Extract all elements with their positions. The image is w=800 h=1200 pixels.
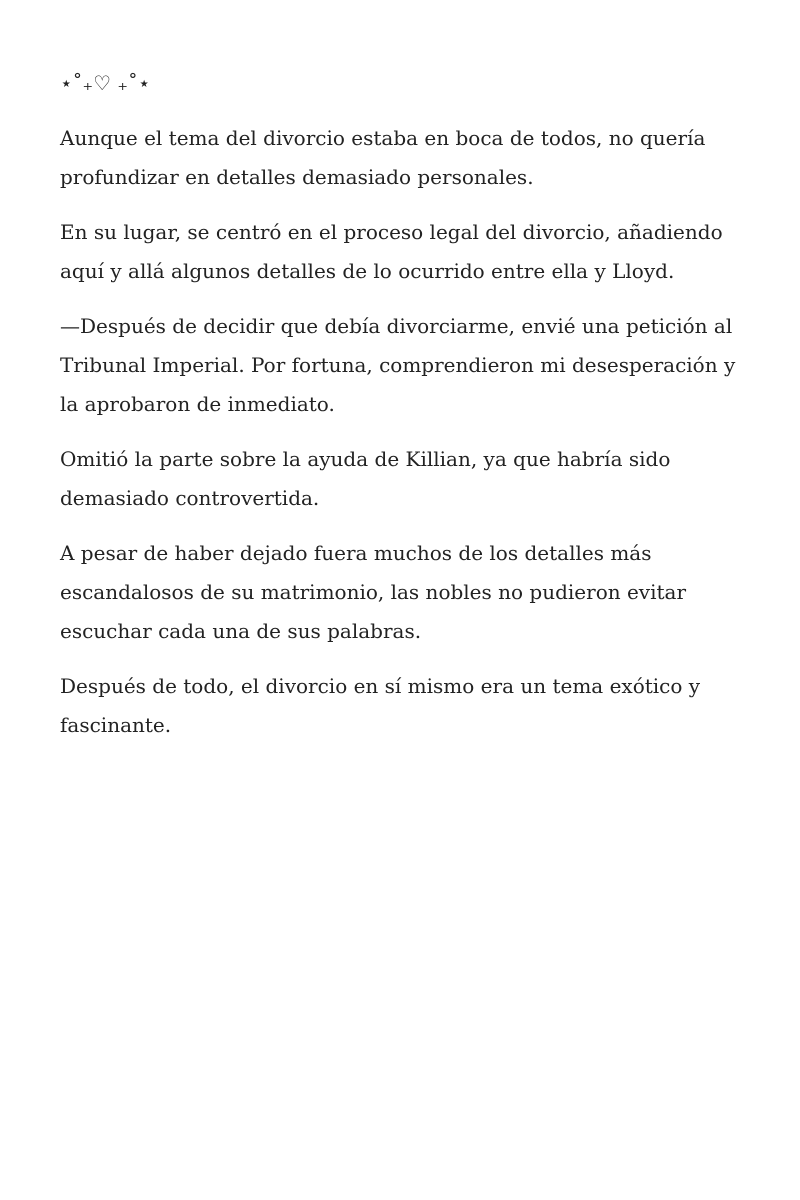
decorative-ornament: ⋆˚₊♡ ₊˚⋆ (60, 71, 151, 95)
paragraph-4: Omitió la parte sobre la ayuda de Killian, ya que habría sido demasiado controvertida. (60, 447, 671, 510)
paragraph-2: En su lugar, se centró en el proceso legal del divorcio, añadiendo aquí y allá algunos detalles de lo ocurrido entre ella y Lloyd. (60, 220, 723, 283)
paragraph-1: Aunque el tema del divorcio estaba en boca de todos, no quería profundizar en detalles demasiado personales. (60, 126, 706, 189)
paragraph-5: A pesar de haber dejado fuera muchos de los detalles más escandalosos de su matrimonio, las nobles no pudieron evitar escuchar cada una de sus palabras. (60, 541, 687, 643)
paragraph-3: —Después de decidir que debía divorciarme, envié una petición al Tribunal Imperial. Por fortuna, comprendieron mi desesperación y la aprobaron de inmediato. (60, 314, 736, 416)
paragraph-6: Después de todo, el divorcio en sí mismo era un tema exótico y fascinante. (60, 674, 701, 737)
document-page (60, 64, 750, 761)
